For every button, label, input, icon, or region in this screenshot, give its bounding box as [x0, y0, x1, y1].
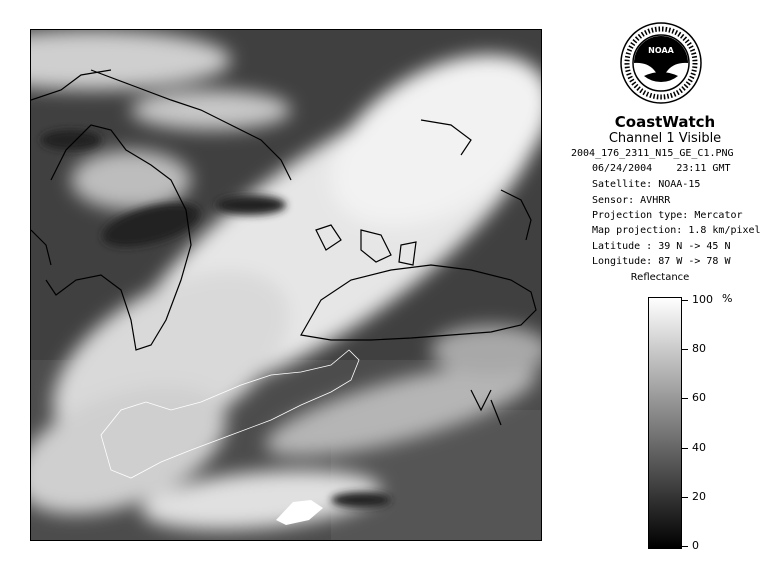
colorbar-label: 100 [692, 293, 713, 306]
filename-label: 2004_176_2311_N15_GE_C1.PNG [571, 148, 734, 159]
colorbar-tick [682, 546, 688, 547]
colorbar-tick [682, 300, 688, 301]
satellite-image [30, 29, 542, 541]
colorbar-label: 20 [692, 490, 706, 503]
projection-type-label: Projection type: Mercator [592, 210, 743, 221]
colorbar-label: 60 [692, 391, 706, 404]
page-title: CoastWatch [614, 113, 716, 131]
latitude-label: Latitude : 39 N -> 45 N [592, 241, 731, 252]
svg-text:NOAA: NOAA [648, 46, 674, 55]
colorbar-title: Reflectance [630, 272, 690, 283]
colorbar-label: 80 [692, 342, 706, 355]
longitude-label: Longitude: 87 W -> 78 W [592, 256, 731, 267]
colorbar-tick [682, 497, 688, 498]
colorbar-label: 0 [692, 539, 699, 552]
colorbar-tick [682, 349, 688, 350]
colorbar-label: 40 [692, 441, 706, 454]
satellite-label: Satellite: NOAA-15 [592, 179, 701, 190]
date-time-label [592, 163, 731, 175]
date-label: 06/24/2004 [592, 163, 653, 174]
colorbar-tick [682, 448, 688, 449]
sensor-label: Sensor: AVHRR [592, 195, 671, 206]
colorbar-unit: % [722, 292, 733, 305]
channel-subtitle: Channel 1 Visible [608, 131, 722, 146]
reflectance-colorbar [648, 297, 682, 549]
colorbar-tick [682, 398, 688, 399]
noaa-logo-icon [620, 22, 702, 104]
time-label: 23:11 GMT [676, 163, 731, 174]
map-projection-label: Map projection: 1.8 km/pixel [592, 225, 761, 236]
